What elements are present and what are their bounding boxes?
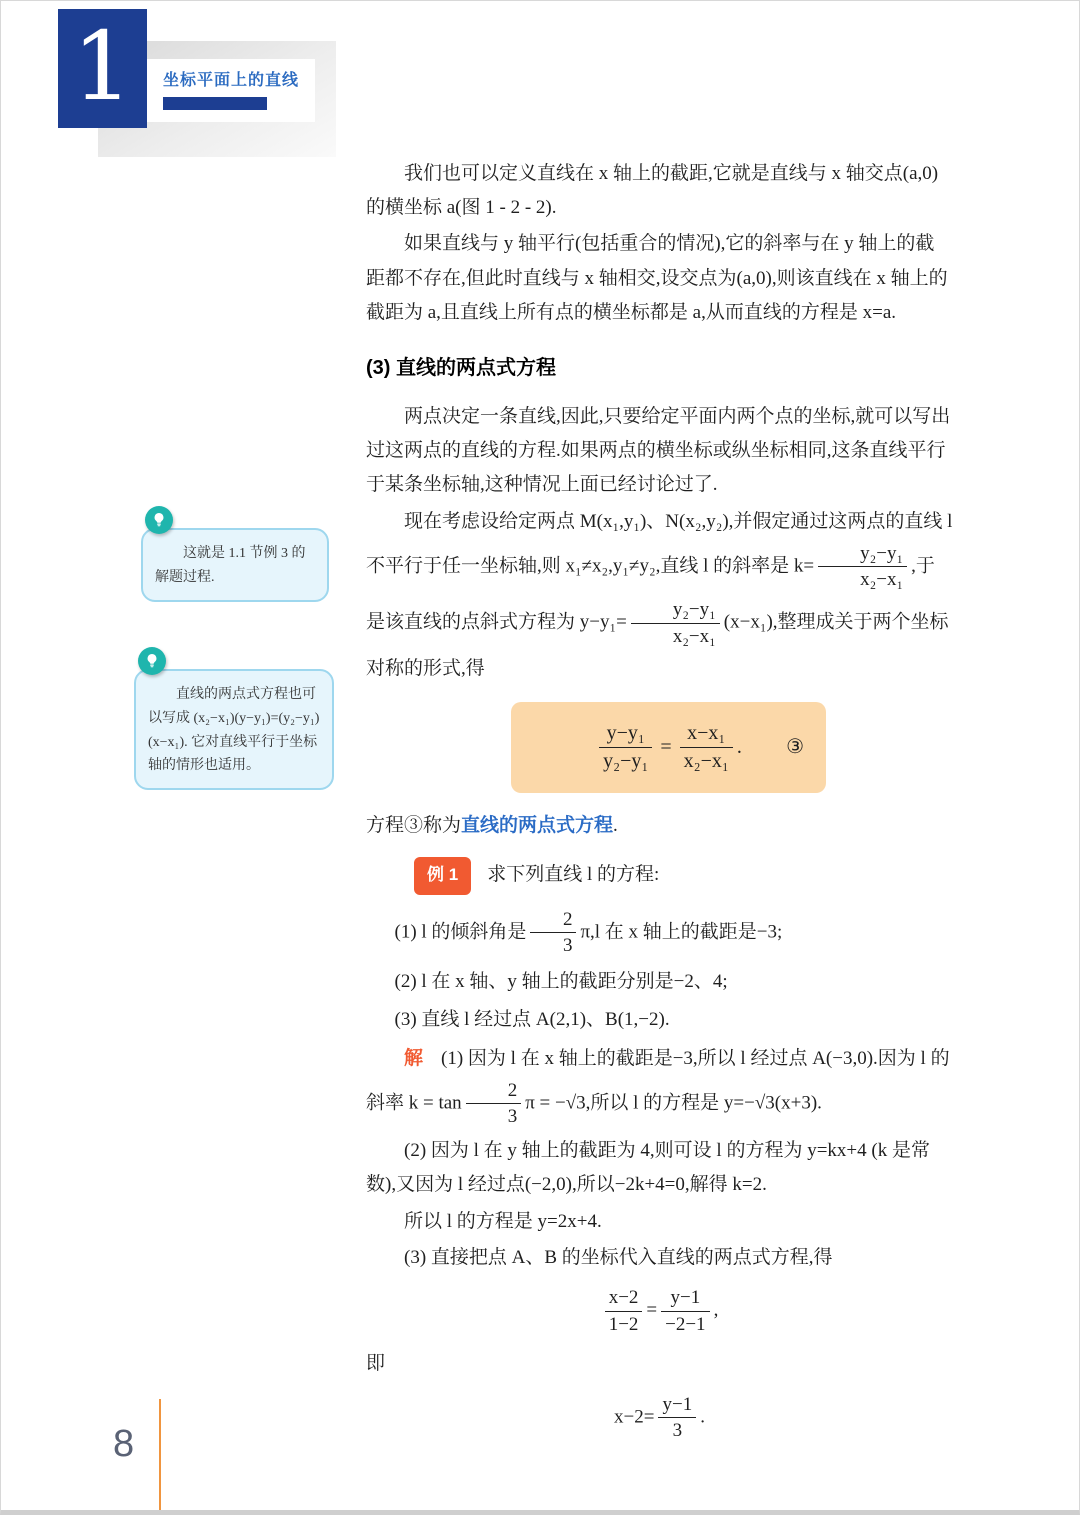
solution-step-1: [366, 1042, 953, 1133]
example-item-2: (2) l 在 x 轴、y 轴上的截距分别是−2、4;: [394, 971, 728, 993]
lightbulb-icon: [145, 506, 173, 534]
example-item-3: (3) 直线 l 经过点 A(2,1)、B(1,−2).: [394, 1009, 670, 1031]
chapter-title: 坐标平面上的直线: [163, 72, 300, 89]
equation-tag: ③: [786, 736, 804, 759]
fraction-denominator: 1−2: [608, 1313, 639, 1335]
margin-note-2: [134, 669, 334, 790]
term-two-point-form: 直线的两点式方程: [461, 814, 614, 836]
solution-step-2: (2) 因为 l 在 y 轴上的截距为 4,则可设 l 的方程为 y=kx+4 (k 是常数),又因为 l 经过点(−2,0),所以−2k+4=0,解得 k=2.: [366, 1140, 930, 1196]
fraction-numerator: y−1: [658, 1393, 696, 1419]
text-run: 方程③称为: [366, 814, 462, 836]
fraction-denominator: x₂−x₁: [672, 625, 716, 647]
fraction-numerator: x−x₁: [680, 721, 733, 748]
paragraph-derivation: [366, 505, 953, 686]
equals-sign: =: [646, 1299, 658, 1321]
solution-step-3: (3) 直接把点 A、B 的坐标代入直线的两点式方程,得: [404, 1246, 833, 1268]
fraction-denominator: −2−1: [665, 1313, 706, 1335]
fraction: [631, 598, 720, 649]
margin-note-1: [141, 528, 329, 602]
equation-tail: .: [700, 1406, 705, 1428]
equals-sign: =: [660, 736, 672, 759]
lightbulb-icon: [138, 647, 166, 675]
formula-period: .: [736, 736, 742, 759]
example-badge: 例 1: [414, 857, 471, 895]
paragraph-x-intercept: 我们也可以定义直线在 x 轴上的截距,它就是直线与 x 轴交点(a,0)的横坐标 a(图 1 - 2 - 2).: [366, 163, 939, 219]
main-content: [366, 157, 953, 1454]
fraction: [605, 1286, 643, 1337]
fraction: [466, 1079, 522, 1130]
fraction-denominator: x₂−x₁: [860, 569, 904, 591]
paragraph-two-points: 两点决定一条直线,因此,只要给定平面内两个点的坐标,就可以写出过这两点的直线的方程.如果两点的横坐标或纵坐标相同,这条直线平行于某条坐标轴,这种情况上面已经讨论过了.: [366, 405, 951, 496]
fraction-numerator: 2: [466, 1079, 522, 1105]
paragraph-formula-name: [366, 809, 953, 843]
text-run: (1) 因为 l 在 x 轴上的截距是−3,所以 l 经过点 A(−3,0).因为 l 的斜率 k = tan: [366, 1047, 950, 1114]
fraction: [680, 721, 733, 774]
text-run: (x−x₁),整理成关于两个坐标对称的形式,得: [366, 611, 949, 679]
fraction-denominator: 3: [672, 1420, 683, 1442]
fraction: [818, 542, 907, 593]
fraction-numerator: y−1: [661, 1286, 709, 1312]
text-run: π = −√3,所以 l 的方程是 y=−√3(x+3).: [525, 1092, 822, 1114]
fraction-denominator: y₂−y₁: [603, 749, 649, 772]
fraction: [661, 1286, 709, 1337]
margin-note-text: 直线的两点式方程也可以写成 (x₂−x₁)(y−y₁)=(y₂−y₁)(x−x₁). 它对直线平行于坐标轴的情形也适用。: [148, 687, 320, 774]
fraction-numerator: x−2: [605, 1286, 643, 1312]
fraction-numerator: y₂−y₁: [818, 542, 907, 568]
fraction-denominator: 3: [507, 1106, 518, 1128]
fraction-numerator: y−y₁: [599, 721, 652, 748]
equation-simplified: [366, 1390, 953, 1447]
text-run: π,l 在 x 轴上的截距是−3;: [580, 921, 783, 943]
text-run: x−2=: [614, 1406, 655, 1428]
section-heading: (3) 直线的两点式方程: [366, 356, 556, 379]
fraction: [658, 1393, 696, 1444]
example-heading: [414, 857, 953, 895]
example-item-1: [366, 905, 953, 962]
fraction: [599, 721, 652, 774]
solve-label: 解: [404, 1047, 424, 1069]
page-number: 8: [113, 1423, 135, 1465]
connector-word: 即: [366, 1353, 386, 1375]
fraction-denominator: x₂−x₁: [683, 749, 729, 772]
text-run: ,于是该直线的点斜式方程为 y−y₁=: [366, 555, 935, 633]
example-intro: 求下列直线 l 的方程:: [487, 864, 660, 886]
fraction-numerator: y₂−y₁: [631, 598, 720, 624]
equation-substituted: [366, 1283, 953, 1340]
fraction-numerator: 2: [530, 908, 576, 934]
text-run: 现在考虑设给定两点 M(x₁,y₁)、N(x₂,y₂),并假定通过这两点的直线 l 不平行于任一坐标轴,则 x₁≠x₂,y₁≠y₂,直线 l 的斜率是 k=: [366, 510, 953, 577]
chapter-title-bar: [163, 97, 267, 110]
text-run: (1) l 的倾斜角是: [394, 921, 527, 943]
margin-note-text: 这就是 1.1 节例 3 的解题过程.: [155, 546, 306, 585]
text-run: .: [613, 814, 618, 836]
highlighted-formula: [511, 702, 826, 793]
chapter-title-box: [147, 59, 315, 122]
chapter-header: [58, 9, 348, 159]
footer-rule: [159, 1399, 161, 1511]
paragraph-vertical-line: 如果直线与 y 轴平行(包括重合的情况),它的斜率与在 y 轴上的截距都不存在,但此时直线与 x 轴相交,设交点为(a,0),则该直线在 x 轴上的截距为 a,且直线上所有点的横坐标都是 a,从而直线的方程是 x=a.: [366, 233, 948, 323]
equation-tail: ,: [713, 1299, 719, 1321]
fraction-denominator: 3: [562, 935, 573, 957]
fraction: [530, 908, 576, 959]
chapter-number: 1: [58, 9, 147, 128]
solution-step-2b: 所以 l 的方程是 y=2x+4.: [404, 1210, 602, 1232]
